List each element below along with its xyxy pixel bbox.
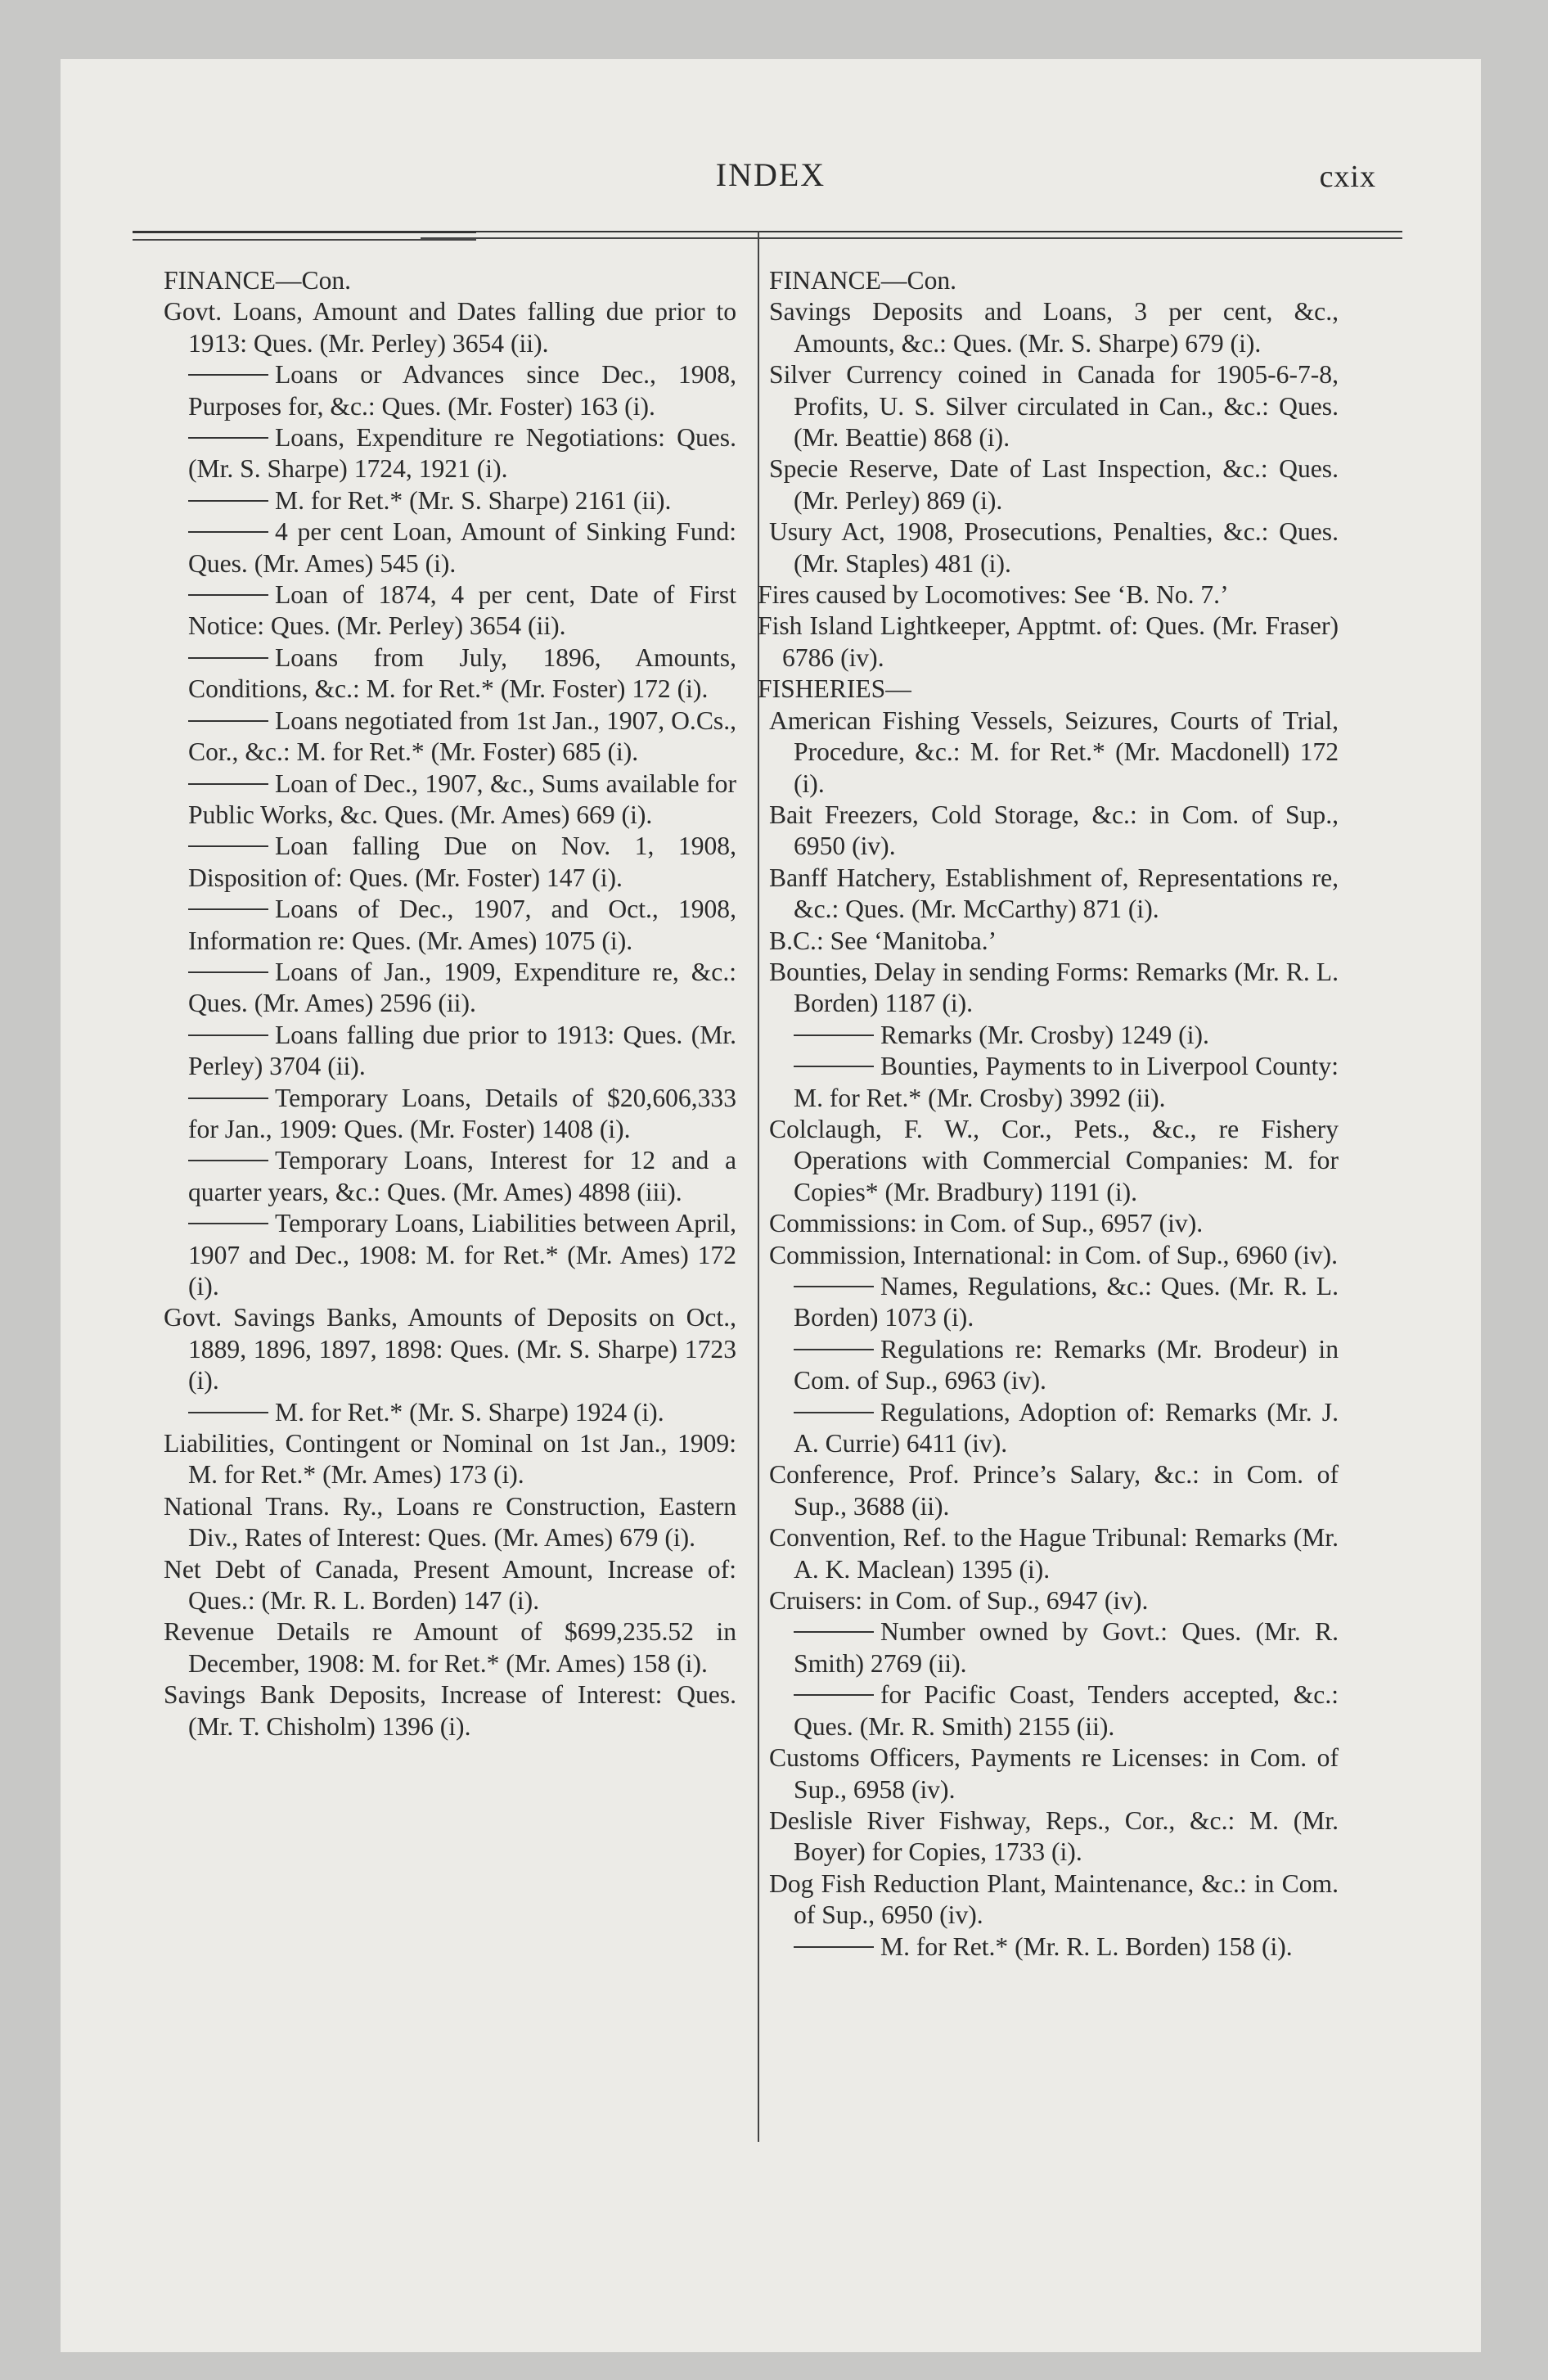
- index-page: [61, 59, 1481, 2352]
- entry-text: Dog Fish Reduction Plant, Maintenance, &c.: in Com. of Sup., 6950 (iv).: [769, 1868, 1339, 1930]
- index-entry: [758, 674, 1339, 705]
- entry-text: Loans from July, 1896, Amounts, Conditions, &c.: M. for Ret.* (Mr. Foster) 172 (i).: [188, 642, 736, 704]
- index-subentry: [164, 831, 736, 894]
- index-entry: [164, 1616, 736, 1679]
- entry-text: M. for Ret.* (Mr. R. L. Borden) 158 (i).: [880, 1931, 1293, 1961]
- index-subentry: [769, 1679, 1339, 1742]
- index-entry: [769, 1805, 1339, 1868]
- index-entry: [769, 1459, 1339, 1522]
- ditto-dash: [188, 374, 268, 376]
- index-entry: [164, 1554, 736, 1617]
- ditto-dash: [794, 1034, 874, 1036]
- entry-text: Number owned by Govt.: Ques. (Mr. R. Smith) 2769 (ii).: [794, 1617, 1339, 1678]
- left-column: [164, 265, 736, 1742]
- index-subentry: [164, 957, 736, 1020]
- entry-text: 4 per cent Loan, Amount of Sinking Fund: Ques. (Mr. Ames) 545 (i).: [188, 517, 736, 578]
- left-entries: [164, 296, 736, 1742]
- entry-text: Specie Reserve, Date of Last Inspection, &c.: Ques. (Mr. Perley) 869 (i).: [769, 454, 1339, 515]
- entry-text: Conference, Prof. Prince’s Salary, &c.: in Com. of Sup., 3688 (ii).: [769, 1460, 1339, 1521]
- entry-text: Commission, International: in Com. of Sup., 6960 (iv).: [769, 1240, 1339, 1269]
- index-entry: [769, 1240, 1339, 1271]
- section-heading: FINANCE—Con.: [164, 266, 352, 295]
- index-entry: [769, 863, 1339, 926]
- ditto-dash: [188, 500, 268, 502]
- entry-text: Loans falling due prior to 1913: Ques. (Mr. Perley) 3704 (ii).: [188, 1020, 736, 1081]
- ditto-dash: [794, 1286, 874, 1287]
- index-subentry: [164, 769, 736, 832]
- right-entries: [758, 296, 1339, 1963]
- ditto-dash: [188, 845, 268, 847]
- entry-text: National Trans. Ry., Loans re Construction, Eastern Div., Rates of Interest: Ques. (Mr. Ames) 679 (i).: [164, 1491, 736, 1553]
- ditto-dash: [188, 720, 268, 722]
- entry-text: Temporary Loans, Liabilities between April, 1907 and Dec., 1908: M. for Ret.* (Mr. Ames) 172 (i).: [188, 1209, 736, 1300]
- index-entry: [769, 516, 1339, 579]
- index-entry: [769, 705, 1339, 800]
- index-subentry: [769, 1931, 1339, 1963]
- index-entry: [769, 800, 1339, 863]
- column-divider: [758, 231, 759, 2142]
- index-entry: [769, 926, 1339, 957]
- index-entry: [769, 1868, 1339, 1931]
- index-entry: [164, 296, 736, 359]
- page-number: cxix: [1319, 160, 1376, 194]
- ditto-dash: [794, 1349, 874, 1350]
- index-subentry: [164, 485, 736, 516]
- entry-text: Remarks (Mr. Crosby) 1249 (i).: [880, 1020, 1209, 1049]
- entry-text: Commissions: in Com. of Sup., 6957 (iv).: [769, 1209, 1204, 1238]
- ditto-dash: [794, 1066, 874, 1067]
- ditto-dash: [794, 1412, 874, 1413]
- entry-text: Revenue Details re Amount of $699,235.52 in December, 1908: M. for Ret.* (Mr. Ames) 158 (i).: [164, 1617, 736, 1678]
- entry-text: Net Debt of Canada, Present Amount, Increase of: Ques.: (Mr. R. L. Borden) 147 (i).: [164, 1554, 736, 1616]
- index-entry: [164, 1428, 736, 1491]
- entry-text: Loan of 1874, 4 per cent, Date of First Notice: Ques. (Mr. Perley) 3654 (ii).: [188, 580, 736, 641]
- entry-text: Savings Deposits and Loans, 3 per cent, &c., Amounts, &c.: Ques. (Mr. S. Sharpe) 679 (i).: [769, 297, 1339, 358]
- index-entry: [164, 1302, 736, 1396]
- index-entry: [769, 1114, 1339, 1208]
- entry-text: B.C.: See ‘Manitoba.’: [769, 926, 997, 955]
- index-entry: [769, 1522, 1339, 1585]
- entry-text: FISHERIES—: [758, 674, 911, 704]
- index-subentry: [164, 579, 736, 642]
- index-subentry: [164, 1083, 736, 1146]
- entry-text: Temporary Loans, Interest for 12 and a quarter years, &c.: Ques. (Mr. Ames) 4898 (iii).: [188, 1146, 736, 1206]
- index-subentry: [164, 1145, 736, 1208]
- entry-text: Colclaugh, F. W., Cor., Pets., &c., re Fishery Operations with Commercial Companies: M. for Copies* (Mr. Bradbury) 1191 (i).: [769, 1114, 1339, 1206]
- header-rule-right: [421, 231, 1402, 232]
- header-rule-right-lower: [421, 237, 1402, 239]
- header-rule-left-lower: [133, 239, 476, 241]
- ditto-dash: [188, 971, 268, 973]
- right-column: [758, 265, 1339, 1963]
- page-title: INDEX: [715, 156, 826, 193]
- entry-text: Cruisers: in Com. of Sup., 6947 (iv).: [769, 1586, 1149, 1616]
- entry-text: for Pacific Coast, Tenders accepted, &c.: Ques. (Mr. R. Smith) 2155 (ii).: [794, 1680, 1339, 1741]
- entry-text: Regulations re: Remarks (Mr. Brodeur) in Com. of Sup., 6963 (iv).: [794, 1334, 1339, 1395]
- index-subentry: [164, 516, 736, 579]
- entry-text: Loans negotiated from 1st Jan., 1907, O.Cs., Cor., &c.: M. for Ret.* (Mr. Foster) 685 (i).: [188, 705, 736, 767]
- ditto-dash: [794, 1631, 874, 1633]
- entry-text: Loans of Dec., 1907, and Oct., 1908, Information re: Ques. (Mr. Ames) 1075 (i).: [188, 895, 736, 955]
- entry-text: Loans, Expenditure re Negotiations: Ques. (Mr. S. Sharpe) 1724, 1921 (i).: [188, 423, 736, 484]
- index-entry: [164, 1491, 736, 1554]
- entry-text: M. for Ret.* (Mr. S. Sharpe) 2161 (ii).: [275, 485, 672, 515]
- ditto-dash: [188, 437, 268, 439]
- index-subentry: [164, 359, 736, 422]
- entry-text: Deslisle River Fishway, Reps., Cor., &c.: M. (Mr. Boyer) for Copies, 1733 (i).: [769, 1805, 1339, 1867]
- entry-text: Govt. Loans, Amount and Dates falling due prior to 1913: Ques. (Mr. Perley) 3654 (ii).: [164, 297, 736, 358]
- ditto-dash: [188, 1160, 268, 1161]
- index-entry: [758, 611, 1339, 674]
- index-subentry: [164, 1208, 736, 1302]
- index-subentry: [769, 1334, 1339, 1397]
- index-entry: [769, 296, 1339, 359]
- index-subentry: [769, 1051, 1339, 1114]
- index-entry: [769, 1208, 1339, 1239]
- entry-text: Bounties, Payments to in Liverpool County: M. for Ret.* (Mr. Crosby) 3992 (ii).: [794, 1052, 1339, 1112]
- ditto-dash: [188, 594, 268, 596]
- entry-text: Temporary Loans, Details of $20,606,333 for Jan., 1909: Ques. (Mr. Foster) 1408 (i).: [188, 1083, 736, 1143]
- entry-text: Govt. Savings Banks, Amounts of Deposits on Oct., 1889, 1896, 1897, 1898: Ques. (Mr. S. Sharpe) 1723 (i).: [164, 1303, 736, 1395]
- ditto-dash: [188, 1412, 268, 1413]
- entry-text: Bounties, Delay in sending Forms: Remarks (Mr. R. L. Borden) 1187 (i).: [769, 957, 1339, 1018]
- ditto-dash: [188, 1098, 268, 1099]
- entry-text: Names, Regulations, &c.: Ques. (Mr. R. L. Borden) 1073 (i).: [794, 1272, 1339, 1332]
- entry-text: Fish Island Lightkeeper, Apptmt. of: Ques. (Mr. Fraser) 6786 (iv).: [758, 611, 1339, 672]
- index-subentry: [164, 1397, 736, 1428]
- entry-text: Savings Bank Deposits, Increase of Interest: Ques. (Mr. T. Chisholm) 1396 (i).: [164, 1680, 736, 1741]
- entry-text: M. for Ret.* (Mr. S. Sharpe) 1924 (i).: [275, 1397, 664, 1427]
- index-entry: [164, 1679, 736, 1742]
- index-entry: [769, 359, 1339, 453]
- index-subentry: [164, 705, 736, 769]
- entry-text: Loan falling Due on Nov. 1, 1908, Disposition of: Ques. (Mr. Foster) 147 (i).: [188, 832, 736, 892]
- index-subentry: [164, 1020, 736, 1083]
- index-subentry: [769, 1271, 1339, 1334]
- ditto-dash: [794, 1694, 874, 1696]
- index-entry: [769, 453, 1339, 516]
- entry-text: Bait Freezers, Cold Storage, &c.: in Com. of Sup., 6950 (iv).: [769, 800, 1339, 861]
- index-entry: [769, 957, 1339, 1020]
- index-entry: [769, 1742, 1339, 1805]
- ditto-dash: [188, 1034, 268, 1036]
- ditto-dash: [188, 1223, 268, 1224]
- entry-text: Banff Hatchery, Establishment of, Representations re, &c.: Ques. (Mr. McCarthy) 871 (i).: [769, 863, 1339, 924]
- entry-text: Loan of Dec., 1907, &c., Sums available for Public Works, &c. Ques. (Mr. Ames) 669 (i).: [188, 769, 736, 829]
- entry-text: Customs Officers, Payments re Licenses: in Com. of Sup., 6958 (iv).: [769, 1743, 1339, 1804]
- index-subentry: [769, 1616, 1339, 1679]
- entry-text: Loans or Advances since Dec., 1908, Purposes for, &c.: Ques. (Mr. Foster) 163 (i).: [188, 360, 736, 421]
- ditto-dash: [188, 783, 268, 785]
- entry-text: Loans of Jan., 1909, Expenditure re, &c.: Ques. (Mr. Ames) 2596 (ii).: [188, 957, 736, 1018]
- entry-text: Usury Act, 1908, Prosecutions, Penalties, &c.: Ques. (Mr. Staples) 481 (i).: [769, 517, 1339, 578]
- entry-text: Regulations, Adoption of: Remarks (Mr. J. A. Currie) 6411 (iv).: [794, 1397, 1339, 1458]
- entry-text: Fires caused by Locomotives: See ‘B. No. 7.’: [758, 580, 1229, 610]
- entry-text: Liabilities, Contingent or Nominal on 1st Jan., 1909: M. for Ret.* (Mr. Ames) 173 (i).: [164, 1429, 736, 1490]
- index-entry: [769, 1585, 1339, 1616]
- entry-text: American Fishing Vessels, Seizures, Courts of Trial, Procedure, &c.: M. for Ret.* (Mr. Macdonell) 172 (i).: [769, 705, 1339, 798]
- ditto-dash: [188, 531, 268, 533]
- section-heading: FINANCE—Con.: [769, 266, 957, 295]
- ditto-dash: [188, 908, 268, 910]
- index-subentry: [164, 894, 736, 957]
- index-subentry: [769, 1397, 1339, 1460]
- ditto-dash: [188, 657, 268, 659]
- index-subentry: [164, 422, 736, 485]
- index-subentry: [769, 1020, 1339, 1051]
- index-entry: [758, 579, 1339, 611]
- entry-text: Silver Currency coined in Canada for 1905-6-7-8, Profits, U. S. Silver circulated in Can., &c.: Ques. (Mr. Beattie) 868 (i).: [769, 360, 1339, 453]
- ditto-dash: [794, 1946, 874, 1948]
- index-subentry: [164, 642, 736, 705]
- entry-text: Convention, Ref. to the Hague Tribunal: Remarks (Mr. A. K. Maclean) 1395 (i).: [769, 1523, 1339, 1584]
